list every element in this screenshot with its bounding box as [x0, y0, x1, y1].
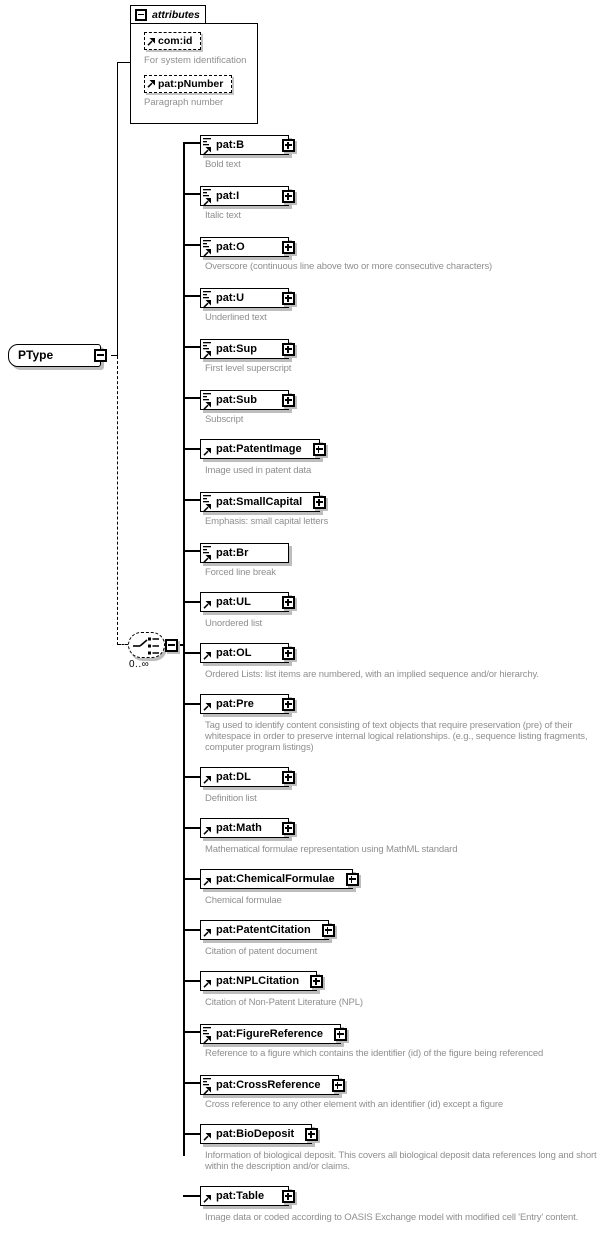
element-description: Chemical formulae [205, 895, 282, 906]
element-description: Ordered Lists: list items are numbered, with an implied sequence and/or hierarchy. [205, 669, 539, 680]
element-box[interactable] [200, 694, 289, 714]
expand-plus-icon[interactable] [310, 975, 323, 988]
global-reference-arrow-icon [203, 1086, 212, 1095]
element-box[interactable] [200, 135, 289, 155]
element-description: Image used in patent data [205, 465, 312, 476]
expand-plus-icon[interactable] [313, 443, 326, 456]
global-reference-arrow-icon [203, 877, 212, 886]
attribute-row [144, 75, 251, 109]
element-box[interactable] [200, 592, 289, 612]
optional-connector-line-down [117, 356, 118, 645]
expand-plus-icon[interactable] [282, 394, 295, 407]
element-row [183, 184, 612, 221]
element-box[interactable] [200, 818, 289, 838]
tree-connector-stub [183, 550, 200, 552]
root-element-ptype[interactable] [8, 344, 101, 367]
element-name: pat:CrossReference [216, 1079, 321, 1091]
element-icon-column [201, 593, 216, 611]
global-reference-arrow-icon [203, 979, 212, 988]
global-reference-arrow-icon [203, 146, 212, 155]
root-element-name: PType [18, 348, 54, 362]
element-box[interactable] [200, 643, 289, 663]
text-content-icon [203, 1078, 212, 1086]
element-box[interactable] [200, 288, 289, 308]
element-row [183, 1073, 612, 1110]
tree-connector-stub [183, 1195, 200, 1197]
child-elements [183, 133, 612, 1237]
text-content-icon [203, 189, 212, 197]
element-name: pat:Sub [216, 394, 257, 406]
global-reference-arrow-icon [203, 1035, 212, 1044]
element-description: Cross reference to any other element with an identifier (id) except a figure [205, 1099, 504, 1110]
element-icon-column [201, 136, 216, 154]
element-description: Unordered list [205, 618, 263, 629]
expand-plus-icon[interactable] [282, 647, 295, 660]
element-description: Citation of Non-Patent Literature (NPL) [205, 997, 363, 1008]
optional-connector-line-to-compositor [118, 644, 128, 645]
element-box[interactable] [200, 186, 289, 206]
global-reference-arrow-icon [203, 554, 212, 563]
element-row [183, 439, 612, 476]
tree-connector-stub [183, 601, 200, 603]
text-content-icon [203, 1027, 212, 1035]
element-box[interactable] [200, 1075, 339, 1095]
attribute-name: com:id [158, 35, 193, 47]
element-icon-column [201, 187, 216, 205]
attributes-panel [130, 5, 258, 124]
element-row [183, 541, 612, 578]
occurrence-label: 0..∞ [129, 659, 150, 670]
element-description: Mathematical formulae representation using MathML standard [205, 844, 458, 855]
element-row [183, 694, 612, 753]
element-box[interactable] [200, 1124, 312, 1144]
element-description: Information of biological deposit. This covers all biological deposit data references long and short within the description and/or claims. [205, 1150, 597, 1172]
junction-vertical-line-up [117, 62, 118, 356]
element-description: Italic text [205, 210, 241, 221]
element-description: First level superscript [205, 363, 292, 374]
expand-plus-icon[interactable] [305, 1128, 318, 1141]
element-icon-column [201, 644, 216, 662]
element-name: pat:OL [216, 647, 252, 659]
expand-plus-icon[interactable] [332, 1079, 345, 1092]
element-icon-column [201, 544, 216, 562]
attributes-label: attributes [152, 8, 200, 21]
expand-plus-icon[interactable] [282, 241, 295, 254]
element-box[interactable] [200, 1024, 341, 1044]
element-description: Reference to a figure which contains the identifier (id) of the figure being referenced [205, 1048, 544, 1059]
attribute-description: Paragraph number [144, 97, 224, 108]
element-box[interactable] [200, 439, 320, 459]
global-reference-arrow-icon [203, 350, 212, 359]
element-icon-column [201, 870, 216, 888]
global-reference-arrow-icon [203, 702, 212, 711]
choice-icon [132, 635, 161, 656]
element-description: Tag used to identify content consisting of text objects that require preservation (pre) of their whitespace in order to preserve internal logical relationships. (e.g., sequence listing fragments, computer program listings) [205, 720, 588, 753]
tree-connector-stub [183, 776, 200, 778]
element-icon-column [201, 391, 216, 409]
expand-plus-icon[interactable] [282, 343, 295, 356]
element-name: pat:PatentCitation [216, 924, 311, 936]
element-icon-column [201, 440, 216, 458]
element-description: Citation of patent document [205, 946, 318, 957]
element-icon-column [201, 340, 216, 358]
element-name: pat:Sup [216, 343, 257, 355]
element-name: pat:SmallCapital [216, 496, 303, 508]
tree-connector-stub [183, 346, 200, 348]
global-reference-arrow-icon [203, 401, 212, 410]
expand-plus-icon[interactable] [346, 873, 359, 886]
element-box[interactable] [200, 971, 317, 991]
tree-connector-stub [183, 652, 200, 654]
attributes-body [130, 23, 258, 124]
tree-connector-stub [183, 929, 200, 931]
expand-plus-icon[interactable] [282, 771, 295, 784]
text-content-icon [203, 393, 212, 401]
element-box[interactable] [200, 237, 289, 257]
expand-plus-icon[interactable] [334, 1028, 347, 1041]
text-content-icon [203, 546, 212, 554]
element-name: pat:FigureReference [216, 1028, 323, 1040]
expand-plus-icon[interactable] [282, 190, 295, 203]
element-row [183, 490, 612, 527]
element-row [183, 133, 612, 170]
element-row [183, 388, 612, 425]
tree-connector-stub [183, 295, 200, 297]
global-reference-arrow-icon [203, 826, 212, 835]
tree-connector-stub [183, 448, 200, 450]
element-box[interactable] [200, 492, 320, 512]
expand-plus-icon[interactable] [282, 596, 295, 609]
attribute-description: For system identification [144, 54, 247, 66]
attribute-name: pat:pNumber [158, 77, 224, 90]
element-name: pat:O [216, 241, 245, 253]
global-reference-arrow-icon [203, 299, 212, 308]
element-icon-column [201, 921, 216, 939]
text-content-icon [203, 240, 212, 248]
collapse-minus-icon[interactable] [165, 639, 178, 652]
element-row [183, 286, 612, 323]
element-name: pat:ChemicalFormulae [216, 873, 335, 885]
element-description: Subscript [205, 414, 244, 425]
element-row [183, 818, 612, 855]
attributes-connector-line [117, 62, 130, 63]
element-name: pat:UL [216, 596, 251, 608]
element-row [183, 971, 612, 1008]
element-description: Bold text [205, 159, 241, 170]
global-reference-arrow-icon [203, 1132, 212, 1141]
element-name: pat:U [216, 292, 245, 304]
expand-plus-icon[interactable] [322, 924, 335, 937]
attributes-tab[interactable] [130, 5, 206, 24]
tree-connector-stub [183, 499, 200, 501]
expand-plus-icon[interactable] [282, 139, 295, 152]
expand-plus-icon[interactable] [282, 822, 295, 835]
element-description: Underlined text [205, 312, 267, 323]
global-reference-arrow-icon [203, 248, 212, 257]
element-icon-column [201, 972, 216, 990]
element-description: Forced line break [205, 567, 276, 578]
element-description: Definition list [205, 793, 257, 804]
element-name: pat:Table [216, 1190, 265, 1202]
element-name: pat:PatentImage [216, 443, 302, 455]
global-reference-arrow-icon [203, 651, 212, 660]
global-reference-arrow-icon [203, 503, 212, 512]
element-box[interactable] [200, 869, 353, 889]
global-reference-arrow-icon [203, 197, 212, 206]
tree-connector-stub [183, 244, 200, 246]
element-description: Image data or coded according to OASIS Exchange model with modified cell 'Entry' content. [205, 1212, 579, 1223]
element-row [183, 1124, 612, 1172]
element-description: Emphasis: small capital letters [205, 516, 329, 527]
text-content-icon [203, 138, 212, 146]
tree-connector-stub [183, 878, 200, 880]
element-icon-column [201, 819, 216, 837]
element-row [183, 1022, 612, 1059]
element-row [183, 869, 612, 906]
tree-connector-stub [183, 980, 200, 982]
expand-plus-icon[interactable] [282, 1190, 295, 1203]
global-reference-arrow-icon [203, 775, 212, 784]
expand-plus-icon[interactable] [282, 698, 295, 711]
global-reference-arrow-icon [147, 79, 156, 88]
element-name: pat:I [216, 190, 240, 202]
collapse-minus-icon[interactable] [94, 349, 107, 362]
element-icon-column [201, 1025, 216, 1043]
attribute-box[interactable] [144, 32, 201, 50]
global-reference-arrow-icon [203, 1194, 212, 1203]
global-reference-arrow-icon [203, 447, 212, 456]
expand-plus-icon[interactable] [282, 292, 295, 305]
text-content-icon [203, 291, 212, 299]
text-content-icon [203, 342, 212, 350]
element-name: pat:NPLCitation [216, 975, 300, 987]
element-row [183, 767, 612, 804]
element-row [183, 1186, 612, 1223]
element-description: Overscore (continuous line above two or more consecutive characters) [205, 261, 493, 272]
tree-connector-stub [183, 1133, 200, 1135]
element-row [183, 337, 612, 374]
attribute-box[interactable] [144, 75, 232, 93]
element-icon-column [201, 493, 216, 511]
tree-connector-stub [183, 1082, 200, 1084]
tree-connector-stub [183, 1031, 200, 1033]
element-row [183, 592, 612, 629]
global-reference-arrow-icon [203, 928, 212, 937]
element-row [183, 643, 612, 680]
global-reference-arrow-icon [203, 600, 212, 609]
choice-compositor[interactable] [128, 632, 165, 658]
text-content-icon [203, 495, 212, 503]
element-row [183, 920, 612, 957]
element-box[interactable] [200, 543, 289, 563]
element-icon-column [201, 1187, 216, 1205]
element-icon-column [201, 1125, 216, 1143]
element-name: pat:Pre [216, 698, 254, 710]
tree-connector-stub [183, 397, 200, 399]
element-name: pat:Math [216, 822, 262, 834]
element-row [183, 235, 612, 272]
element-box[interactable] [200, 920, 329, 940]
element-name: pat:DL [216, 771, 251, 783]
attribute-row [144, 32, 251, 66]
element-icon-column [201, 768, 216, 786]
global-reference-arrow-icon [147, 37, 156, 46]
element-icon-column [201, 289, 216, 307]
element-icon-column [201, 695, 216, 713]
element-icon-column [201, 238, 216, 256]
tree-connector-stub [183, 827, 200, 829]
element-box[interactable] [200, 1186, 289, 1206]
tree-connector-stub [183, 193, 200, 195]
tree-connector-stub [183, 142, 200, 144]
expand-plus-icon[interactable] [313, 496, 326, 509]
element-box[interactable] [200, 767, 289, 787]
tree-connector-stub [183, 703, 200, 705]
element-icon-column [201, 1076, 216, 1094]
element-box[interactable] [200, 390, 289, 410]
element-box[interactable] [200, 339, 289, 359]
element-name: pat:B [216, 139, 245, 151]
element-name: pat:Br [216, 547, 249, 559]
collapse-minus-icon[interactable] [135, 9, 147, 21]
element-name: pat:BioDeposit [216, 1128, 295, 1140]
